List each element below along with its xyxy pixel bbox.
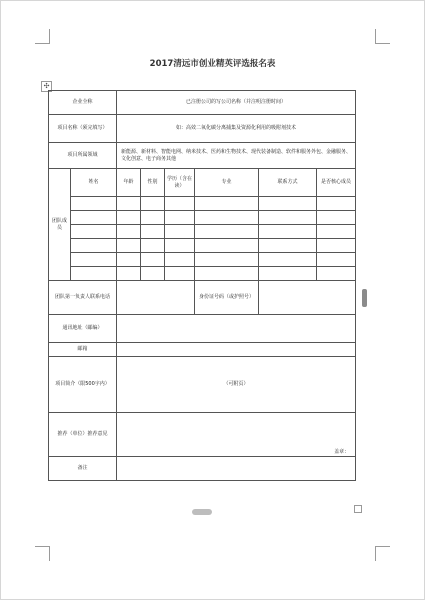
team-cell[interactable] [259,253,317,267]
address-value[interactable] [117,315,356,343]
project-name-value[interactable]: 如：高效二氧化碳分离捕集及资源化利用的吸附剂技术 [117,115,356,143]
intro-label: 项目简介（限500字内） [49,357,117,413]
team-header-core: 是否核心成员 [317,169,356,197]
company-label: 企业全称 [49,91,117,115]
team-cell[interactable] [117,239,141,253]
team-cell[interactable] [71,253,117,267]
address-label: 通讯地址（邮编） [49,315,117,343]
team-cell[interactable] [141,267,165,281]
team-cell[interactable] [317,225,356,239]
team-header-major: 专业 [195,169,259,197]
team-cell[interactable] [117,197,141,211]
table-row [49,253,356,267]
team-cell[interactable] [71,225,117,239]
team-cell[interactable] [259,197,317,211]
page-title: 2017清远市创业精英评选报名表 [149,59,276,69]
team-cell[interactable] [317,267,356,281]
team-cell[interactable] [165,197,195,211]
team-cell[interactable] [141,239,165,253]
team-header-gender: 性别 [141,169,165,197]
team-cell[interactable] [141,225,165,239]
team-cell[interactable] [195,239,259,253]
field-value[interactable]: 新能源、新材料、智能电网、纳米技术、医药和生物技术、现代装备制造、软件和服务外包、金融服务、文化创意、电子商务其他 [117,143,356,169]
team-cell[interactable] [259,267,317,281]
remark-label: 备注 [49,457,117,481]
table-row [49,225,356,239]
team-cell[interactable] [117,211,141,225]
team-cell[interactable] [259,239,317,253]
team-cell[interactable] [259,225,317,239]
team-cell[interactable] [71,197,117,211]
leader-phone-value[interactable] [117,281,195,315]
team-cell[interactable] [117,253,141,267]
team-header-age: 年龄 [117,169,141,197]
crop-mark-top-left [35,29,50,44]
team-cell[interactable] [71,211,117,225]
team-header-contact: 联系方式 [259,169,317,197]
id-number-label: 身份证号码（或护照号） [195,281,259,315]
team-cell[interactable] [317,253,356,267]
intro-note[interactable]: （可附页） [117,357,356,413]
team-cell[interactable] [165,225,195,239]
team-cell[interactable] [195,253,259,267]
crop-mark-top-right [375,29,390,44]
project-name-label: 项目名称（须完填写） [49,115,117,143]
side-scroll-tab[interactable] [362,289,367,307]
team-cell[interactable] [259,211,317,225]
crop-mark-bottom-left [35,546,50,561]
table-row [49,211,356,225]
table-row [49,267,356,281]
crop-mark-bottom-right [375,546,390,561]
id-number-value[interactable] [259,281,356,315]
team-cell[interactable] [71,267,117,281]
table-row [49,239,356,253]
team-header-education: 学历（含在读） [165,169,195,197]
team-cell[interactable] [195,211,259,225]
email-value[interactable] [117,343,356,357]
team-cell[interactable] [71,239,117,253]
recommend-stamp[interactable]: 盖章： [117,413,356,457]
recommend-label: 推荐（单位）推荐意见 [49,413,117,457]
team-cell[interactable] [195,267,259,281]
team-cell[interactable] [117,267,141,281]
email-label: 邮箱 [49,343,117,357]
registration-form-table [48,90,356,481]
team-cell[interactable] [317,239,356,253]
team-cell[interactable] [317,211,356,225]
team-cell[interactable] [117,225,141,239]
team-header-name: 姓名 [71,169,117,197]
team-cell[interactable] [141,211,165,225]
team-cell[interactable] [141,197,165,211]
team-cell[interactable] [317,197,356,211]
team-cell[interactable] [165,253,195,267]
leader-phone-label: 团队第一负责人联系电话 [49,281,117,315]
bottom-page-tab[interactable] [192,509,212,515]
resize-handle-icon[interactable] [354,505,362,513]
team-cell[interactable] [195,225,259,239]
team-cell[interactable] [165,267,195,281]
move-handle-icon[interactable]: ✣ [41,81,52,92]
remark-value[interactable] [117,457,356,481]
table-row [49,197,356,211]
team-side-label: 团队成员 [49,169,71,281]
team-cell[interactable] [141,253,165,267]
team-cell[interactable] [165,211,195,225]
field-label: 项目所属领域 [49,143,117,169]
company-value[interactable]: 已注册公司的写公司名称（并注明注册时间） [117,91,356,115]
team-cell[interactable] [165,239,195,253]
team-cell[interactable] [195,197,259,211]
